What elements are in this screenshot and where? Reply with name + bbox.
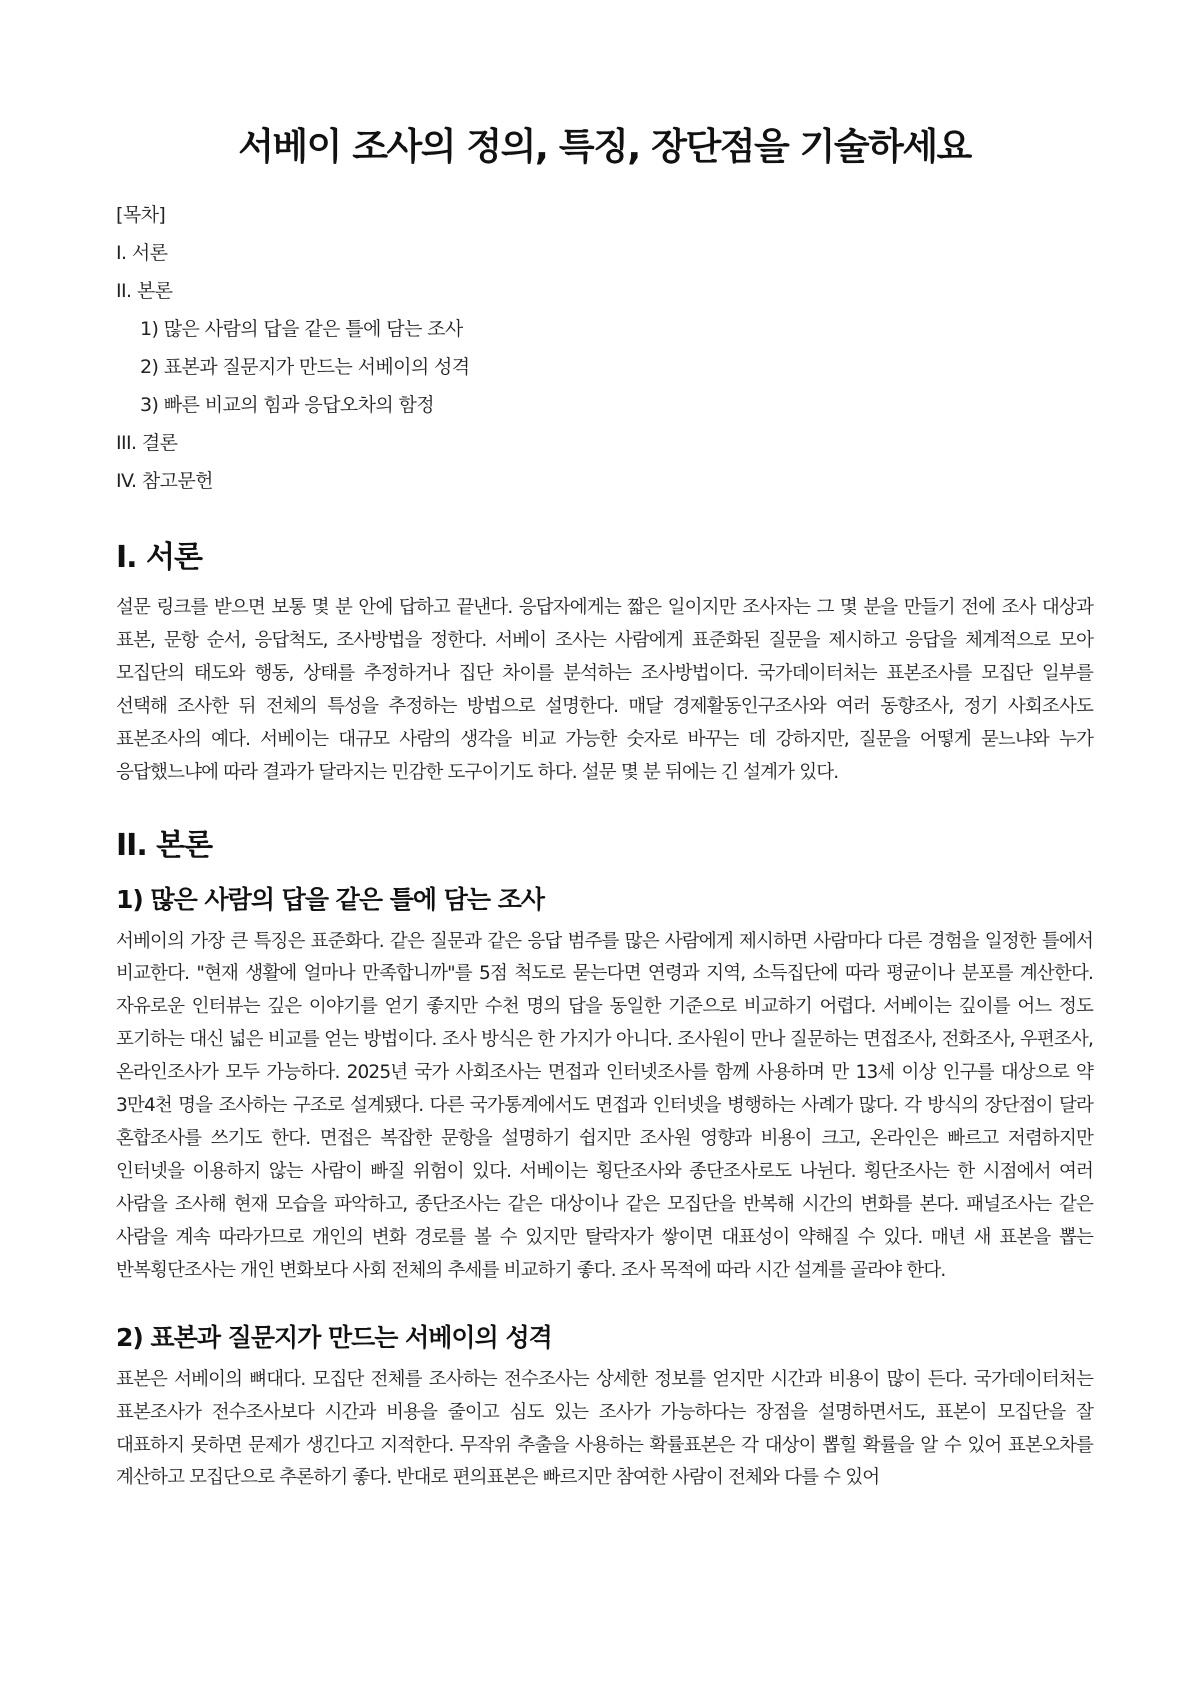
- toc-heading: [목차]: [116, 204, 166, 226]
- subsection-heading-2: 2) 표본과 질문지가 만드는 서베이의 성격: [116, 1322, 552, 1352]
- subsection-heading-1: 1) 많은 사람의 답을 같은 틀에 담는 조사: [116, 884, 544, 914]
- table-of-contents: [116, 196, 1093, 500]
- toc-item-subsection-3: 3) 빠른 비교의 힘과 응답오차의 함정: [140, 394, 435, 416]
- toc-item-introduction: I. 서론: [116, 242, 168, 264]
- section-heading-main-body: II. 본론: [116, 827, 213, 863]
- toc-item-subsection-2: 2) 표본과 질문지가 만드는 서베이의 성격: [140, 356, 470, 378]
- toc-item-subsection-1: 1) 많은 사람의 답을 같은 틀에 담는 조사: [140, 318, 463, 340]
- subsection-1-paragraph: 서베이의 가장 큰 특징은 표준화다. 같은 질문과 같은 응답 범주를 많은 사람에게 제시하면 사람마다 다른 경험을 일정한 틀에서 비교한다. "현재 생활에 얼마나 만족합니까"를 5점 척도로 묻는다면 연령과 지역, 소득집단에 따라 평균이나 분포를 계산한다. 자유로운 인터뷰는 깊은 이야기를 얻기 좋지만 수천 명의 답을 동일한 기준으로 비교하기 어렵다. 서베이는 깊이를 어느 정도 포기하는 대신 넓은 비교를 얻는 방법이다. 조사 방식은 한 가지가 아니다. 조사원이 만나 질문하는 면접조사, 전화조사, 우편조사, 온라인조사가 모두 가능하다. 2025년 국가 사회조사는 면접과 인터넷조사를 함께 사용하며 만 13세 이상 인구를 대상으로 약 3만4천 명을 조사하는 구조로 설계됐다. 다른 국가통계에서도 면접과 인터넷을 병행하는 사례가 많다. 각 방식의 장단점이 달라 혼합조사를 쓰기도 한다. 면접은 복잡한 문항을 설명하기 쉽지만 조사원 영향과 비용이 크고, 온라인은 빠르고 저렴하지만 인터넷을 이용하지 않는 사람이 빠질 위험이 있다. 서베이는 횡단조사와 종단조사로도 나뉜다. 횡단조사는 한 시점에서 여러 사람을 조사해 현재 모습을 파악하고, 종단조사는 같은 대상이나 같은 모집단을 반복해 시간의 변화를 본다. 패널조사는 같은 사람을 계속 따라가므로 개인의 변화 경로를 볼 수 있지만 탈락자가 쌓이면 대표성이 약해질 수 있다. 매년 새 표본을 뽑는 반복횡단조사는 개인 변화보다 사회 전체의 추세를 비교하기 좋다. 조사 목적에 따라 시간 설계를 골라야 한다.: [116, 930, 1093, 1281]
- toc-item-references: IV. 참고문헌: [116, 470, 213, 492]
- toc-item-conclusion: III. 결론: [116, 432, 178, 454]
- section-heading-introduction: I. 서론: [116, 540, 202, 575]
- toc-item-main-body: II. 본론: [116, 280, 173, 302]
- introduction-paragraph: 설문 링크를 받으면 보통 몇 분 안에 답하고 끝낸다. 응답자에게는 짧은 일이지만 조사자는 그 몇 분을 만들기 전에 조사 대상과 표본, 문항 순서, 응답척도, 조사방법을 정한다. 서베이 조사는 사람에게 표준화된 질문을 제시하고 응답을 체계적으로 모아 모집단의 태도와 행동, 상태를 추정하거나 집단 차이를 분석하는 조사방법이다. 국가데이터처는 표본조사를 모집단 일부를 선택해 조사한 뒤 전체의 특성을 추정하는 방법으로 설명한다. 매달 경제활동인구조사와 여러 동향조사, 정기 사회조사도 표본조사의 예다. 서베이는 대규모 사람의 생각을 비교 가능한 숫자로 바꾸는 데 강하지만, 질문을 어떻게 묻느냐와 누가 응답했느냐에 따라 결과가 달라지는 민감한 도구이기도 하다. 설문 몇 분 뒤에는 긴 설계가 있다.: [116, 597, 1093, 783]
- document-title: 서베이 조사의 정의, 특징, 장단점을 기술하세요: [238, 125, 971, 168]
- subsection-2-paragraph: 표본은 서베이의 뼈대다. 모집단 전체를 조사하는 전수조사는 상세한 정보를 얻지만 시간과 비용이 많이 든다. 국가데이터처는 표본조사가 전수조사보다 시간과 비용을 줄이고 심도 있는 조사가 가능하다는 장점을 설명하면서도, 표본이 모집단을 잘 대표하지 못하면 문제가 생긴다고 지적한다. 무작위 추출을 사용하는 확률표본은 각 대상이 뽑힐 확률을 알 수 있어 표본오차를 계산하고 모집단으로 추론하기 좋다. 반대로 편의표본은 빠르지만 참여한 사람이 전체와 다를 수 있어: [116, 1368, 1093, 1489]
